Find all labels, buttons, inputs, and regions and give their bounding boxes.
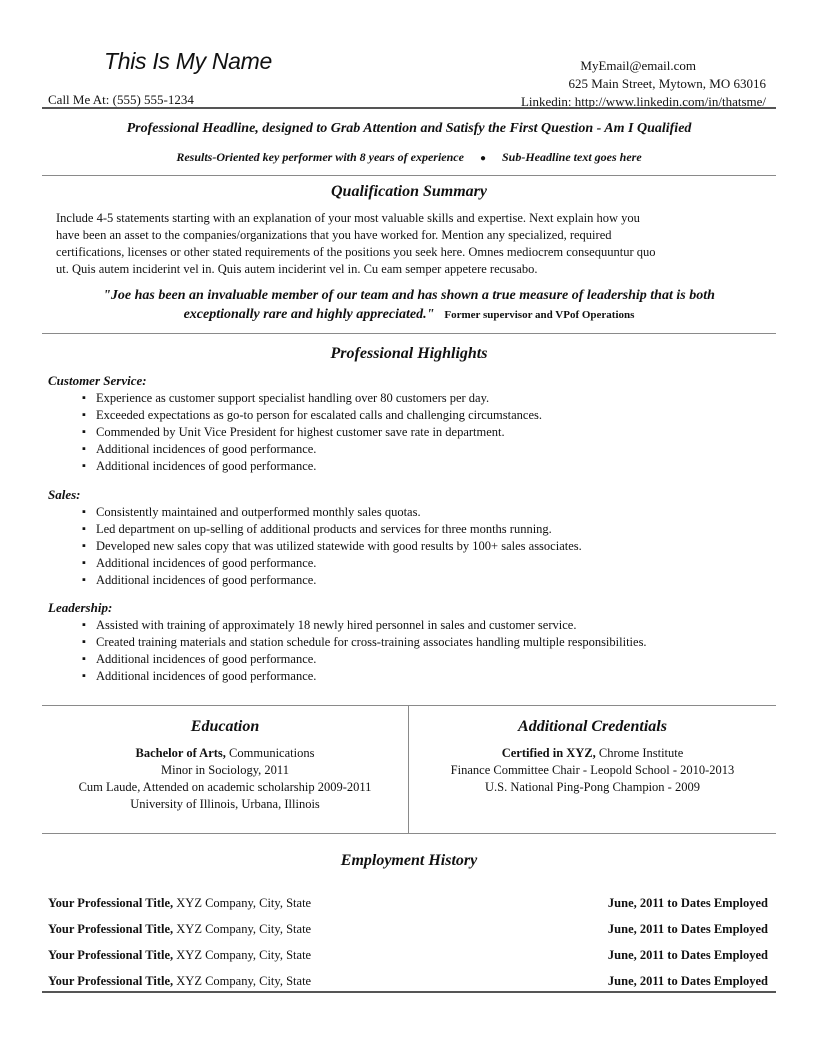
list-item: ▪ Additional incidences of good performance.	[96, 572, 582, 589]
list-item: ▪ Consistently maintained and outperformed monthly sales quotas.	[96, 504, 582, 521]
job-row	[48, 922, 768, 937]
job-row	[48, 948, 768, 963]
summary-line: ut. Quis autem inciderint vel in. Quis autem inciderint vel in. Cu eam semper appetere recusabo.	[56, 262, 538, 276]
candidate-name: This Is My Name	[104, 48, 273, 74]
sales-list	[96, 504, 582, 589]
testimonial-quote	[42, 286, 776, 325]
job-company: XYZ Company, City, State	[173, 974, 312, 988]
credential-line: Finance Committee Chair - Leopold School - 2010-2013	[450, 763, 735, 777]
summary-paragraph	[56, 210, 761, 278]
education-line: Cum Laude, Attended on academic scholarship 2009-2011	[78, 780, 372, 794]
job-company: XYZ Company, City, State	[173, 896, 312, 910]
list-item: ▪ Additional incidences of good performance.	[96, 458, 542, 475]
job-company: XYZ Company, City, State	[173, 948, 312, 962]
list-item: ▪ Exceeded expectations as go-to person for escalated calls and challenging circumstances.	[96, 407, 542, 424]
list-item: ▪ Additional incidences of good performance.	[96, 668, 647, 685]
section-divider	[42, 175, 776, 176]
sub-headline-left: Results-Oriented key performer with 8 years of experience	[176, 150, 464, 164]
summary-title: Qualification Summary	[330, 183, 488, 200]
credentials-section	[409, 718, 776, 796]
section-divider	[42, 705, 776, 706]
job-title: Your Professional Title,	[48, 974, 174, 988]
quote-attribution: Former supervisor and VPof Operations	[444, 309, 635, 321]
degree-field: Communications	[225, 746, 315, 760]
leadership-list	[96, 617, 647, 685]
job-dates: June, 2011 to Dates Employed	[607, 974, 768, 988]
job-dates: June, 2011 to Dates Employed	[607, 948, 768, 962]
certification-institute: Chrome Institute	[595, 746, 684, 760]
quote-line: "Joe has been an invaluable member of our team and has shown a true measure of leadership that is both	[103, 288, 715, 303]
list-item: ▪ Commended by Unit Vice President for highest customer save rate in department.	[96, 424, 542, 441]
job-row	[48, 896, 768, 911]
footer-divider	[42, 991, 776, 993]
list-item: ▪ Additional incidences of good performance.	[96, 651, 647, 668]
list-item: ▪ Additional incidences of good performance.	[96, 441, 542, 458]
credentials-title: Additional Credentials	[518, 718, 667, 735]
email-link[interactable]: MyEmail@email.com	[580, 58, 696, 73]
summary-line: have been an asset to the companies/organizations that you have worked for. Mention any specialized, required	[56, 228, 612, 242]
job-title: Your Professional Title,	[48, 922, 174, 936]
list-item: ▪ Created training materials and station schedule for cross-training associates handling multiple responsibilities.	[96, 634, 647, 651]
header-divider	[42, 107, 776, 109]
summary-line: certifications, licenses or other stated requirements of the positions you seek here. Omnes mediocrem consequuntur quo	[56, 245, 656, 259]
category-customer-service: Customer Service:	[48, 373, 147, 388]
education-line: University of Illinois, Urbana, Illinois	[130, 797, 320, 811]
sub-headline-right: Sub-Headline text goes here	[502, 150, 642, 164]
job-title: Your Professional Title,	[48, 896, 174, 910]
list-item: ▪ Additional incidences of good performance.	[96, 555, 582, 572]
list-item: ▪ Assisted with training of approximately 18 newly hired personnel in sales and customer service.	[96, 617, 647, 634]
education-section	[42, 718, 408, 813]
section-divider	[42, 333, 776, 334]
category-leadership: Leadership:	[48, 600, 113, 615]
list-item: ▪ Experience as customer support specialist handling over 80 customers per day.	[96, 390, 542, 407]
bullet-separator-icon: ●	[479, 153, 486, 164]
job-company: XYZ Company, City, State	[173, 922, 312, 936]
degree-name: Bachelor of Arts,	[135, 746, 226, 760]
job-dates: June, 2011 to Dates Employed	[607, 922, 768, 936]
quote-line: exceptionally rare and highly appreciated."	[183, 307, 435, 322]
job-dates: June, 2011 to Dates Employed	[607, 896, 768, 910]
section-divider	[42, 833, 776, 834]
list-item: ▪ Developed new sales copy that was utilized statewide with good results by 100+ sales associates.	[96, 538, 582, 555]
linkedin-link[interactable]: Linkedin: http://www.linkedin.com/in/thatsme/	[520, 94, 766, 109]
highlights-title: Professional Highlights	[330, 345, 488, 362]
certification-name: Certified in XYZ,	[501, 746, 596, 760]
address-text: 625 Main Street, Mytown, MO 63016	[568, 76, 766, 91]
contact-block	[521, 57, 766, 111]
employment-title: Employment History	[340, 852, 478, 869]
professional-headline: Professional Headline, designed to Grab Attention and Satisfy the First Question - Am I Qualified	[126, 121, 692, 136]
summary-line: Include 4-5 statements starting with an explanation of your most valuable skills and expertise. Next explain how you	[56, 211, 640, 225]
sub-headline	[42, 150, 776, 165]
list-item: ▪ Led department on up-selling of additional products and services for three months running.	[96, 521, 582, 538]
phone-text: Call Me At: (555) 555-1234	[48, 92, 194, 107]
job-row	[48, 974, 768, 989]
education-line: Minor in Sociology, 2011	[161, 763, 289, 777]
category-sales: Sales:	[48, 487, 81, 502]
education-title: Education	[190, 718, 260, 735]
job-title: Your Professional Title,	[48, 948, 174, 962]
credential-line: U.S. National Ping-Pong Champion - 2009	[485, 780, 700, 794]
customer-service-list	[96, 390, 542, 475]
